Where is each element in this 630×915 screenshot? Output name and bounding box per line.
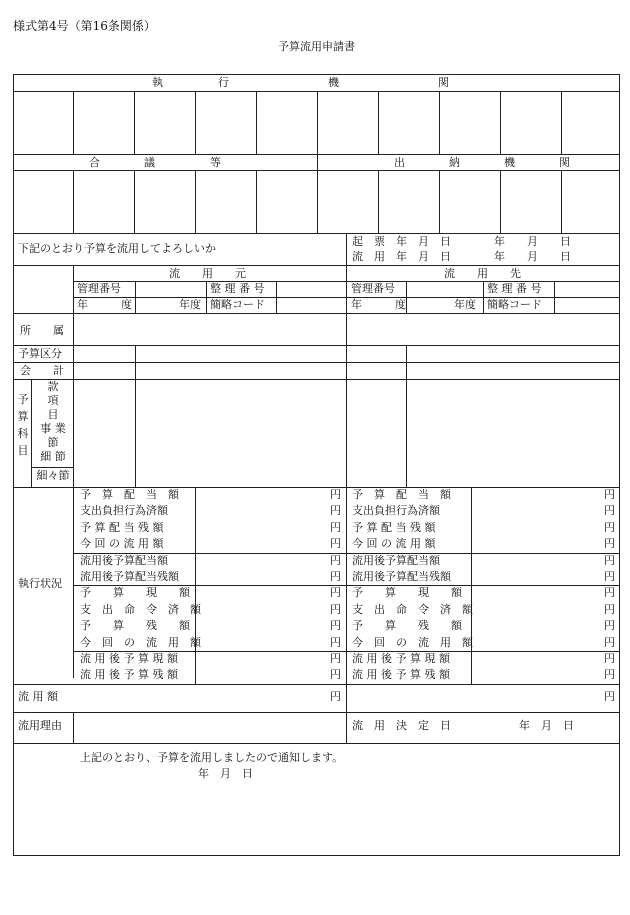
source-exec-row-yen: 円 (330, 521, 341, 534)
dest-exec-row-yen: 円 (604, 636, 615, 649)
source-exec-row-yen: 円 (330, 603, 341, 616)
destination-section-label: 流 用 先 (444, 267, 521, 280)
subitem-6: 細 節 (40, 450, 66, 463)
form-number: 様式第4号（第16条関係） (13, 19, 156, 33)
source-exec-row-label: 流用後予算配当額 (80, 554, 168, 567)
dest-exec-row-yen: 円 (604, 570, 615, 583)
account-label: 会 計 (20, 364, 64, 377)
source-exec-row-label: 支出負担行為済額 (80, 504, 168, 517)
source-exec-row-label: 流 用 後 予 算 現 額 (80, 652, 178, 665)
dest-mgmt-no-label: 管理番号 (351, 282, 395, 295)
execution-status-label: 執行状況 (18, 577, 62, 590)
dest-exec-row-yen: 円 (604, 537, 615, 550)
subitem-3: 目 (47, 408, 59, 421)
notice-text: 上記のとおり、予算を流用しましたので通知します。 (80, 751, 344, 764)
dest-exec-row-yen: 円 (604, 652, 615, 665)
source-exec-row-yen: 円 (330, 586, 341, 599)
transfer-reason-label: 流用理由 (18, 719, 62, 732)
notice-date: 年 月 日 (198, 767, 253, 780)
dest-exec-row-yen: 円 (604, 521, 615, 534)
source-exec-row-yen: 円 (330, 652, 341, 665)
dest-exec-row-yen: 円 (604, 586, 615, 599)
source-exec-row-label: 流 用 後 予 算 残 額 (80, 668, 178, 681)
dest-exec-row-label: 今 回 の 流 用 額 (352, 636, 473, 649)
transfer-amount-label: 流 用 額 (18, 690, 58, 703)
dest-fiscal-year-unit: 年度 (454, 298, 476, 311)
subitem-5: 節 (47, 436, 59, 449)
source-abbr-code-label: 簡略コード (210, 298, 265, 311)
budget-item-label: 予算科目 (17, 393, 29, 457)
source-exec-row-yen: 円 (330, 619, 341, 632)
dest-exec-row-yen: 円 (604, 554, 615, 567)
source-exec-row-label: 支 出 命 令 済 額 (80, 603, 201, 616)
dest-exec-row-label: 流 用 後 予 算 現 額 (352, 652, 450, 665)
dest-exec-row-label: 流用後予算配当額 (352, 554, 440, 567)
dest-exec-row-label: 予 算 配 当 残 額 (352, 521, 436, 534)
source-exec-row-yen: 円 (330, 537, 341, 550)
source-exec-row-yen: 円 (330, 636, 341, 649)
budget-transfer-form (13, 74, 620, 856)
subitem-2: 項 (47, 394, 59, 407)
source-exec-row-label: 流用後予算配当残額 (80, 570, 179, 583)
dest-exec-row-yen: 円 (604, 504, 615, 517)
subitem-7: 細々節 (36, 469, 70, 482)
dest-exec-row-yen: 円 (604, 668, 615, 681)
council-label: 合 議 等 (89, 156, 221, 169)
subitem-1: 款 (47, 380, 59, 393)
draft-date-value: 年 月 日 (494, 235, 571, 248)
executing-agency-label: 執 行 機 関 (152, 76, 449, 89)
dest-exec-row-label: 予 算 配 当 額 (352, 488, 451, 501)
dest-fiscal-year-label: 年 度 (351, 298, 406, 311)
request-statement: 下記のとおり予算を流用してよろしいか (18, 242, 216, 255)
source-fiscal-year-label: 年 度 (77, 298, 132, 311)
dest-exec-row-yen: 円 (604, 619, 615, 632)
treasury-label: 出 納 機 関 (394, 156, 570, 169)
source-section-label: 流 用 元 (169, 267, 246, 280)
draft-date-label: 起 票 年 月 日 (352, 235, 451, 248)
source-fiscal-year-unit: 年度 (179, 298, 201, 311)
source-exec-row-label: 予 算 配 当 残 額 (80, 521, 164, 534)
dest-abbr-code-label: 簡略コード (487, 298, 542, 311)
source-reg-no-label: 整 理 番 号 (210, 282, 265, 295)
budget-class-label: 予算区分 (18, 347, 62, 360)
transfer-amount-dest-yen: 円 (604, 690, 615, 703)
source-exec-row-label: 予 算 配 当 額 (80, 488, 179, 501)
dest-exec-row-label: 今 回 の 流 用 額 (352, 537, 436, 550)
source-exec-row-yen: 円 (330, 554, 341, 567)
source-exec-row-yen: 円 (330, 570, 341, 583)
transfer-date-value: 年 月 日 (494, 250, 571, 263)
transfer-date-label: 流 用 年 月 日 (352, 250, 451, 263)
source-exec-row-yen: 円 (330, 488, 341, 501)
dest-exec-row-label: 予 算 残 額 (352, 619, 462, 632)
source-exec-row-label: 予 算 残 額 (80, 619, 190, 632)
dest-reg-no-label: 整 理 番 号 (487, 282, 542, 295)
transfer-amount-source-yen: 円 (330, 690, 341, 703)
form-title: 予算流用申請書 (278, 40, 355, 53)
source-exec-row-yen: 円 (330, 668, 341, 681)
dest-exec-row-label: 流用後予算配当残額 (352, 570, 451, 583)
decision-date-value: 年 月 日 (519, 719, 574, 732)
dest-exec-row-label: 支出負担行為済額 (352, 504, 440, 517)
source-exec-row-label: 予 算 現 額 (80, 586, 190, 599)
decision-date-label: 流 用 決 定 日 (352, 719, 451, 732)
dest-exec-row-label: 予 算 現 額 (352, 586, 462, 599)
dest-exec-row-yen: 円 (604, 603, 615, 616)
source-exec-row-yen: 円 (330, 504, 341, 517)
dest-exec-row-label: 支 出 命 令 済 額 (352, 603, 473, 616)
dest-exec-row-label: 流 用 後 予 算 残 額 (352, 668, 450, 681)
dest-exec-row-yen: 円 (604, 488, 615, 501)
source-exec-row-label: 今 回 の 流 用 額 (80, 636, 201, 649)
affiliation-label: 所 属 (20, 324, 64, 337)
subitem-4: 事 業 (40, 422, 66, 435)
source-mgmt-no-label: 管理番号 (77, 282, 121, 295)
source-exec-row-label: 今 回 の 流 用 額 (80, 537, 164, 550)
